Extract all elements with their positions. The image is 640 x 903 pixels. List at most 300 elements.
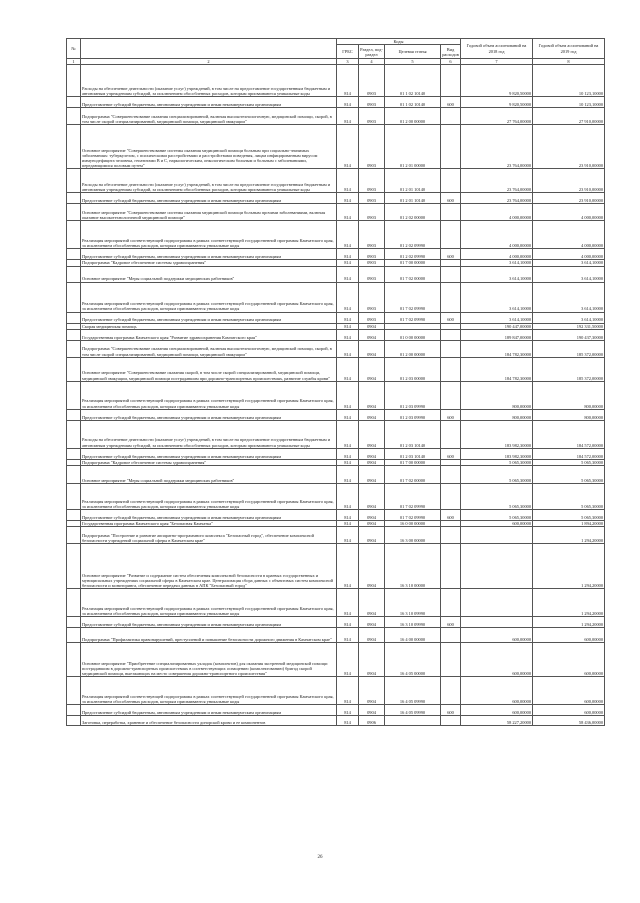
vid-cell: 600 [441, 312, 461, 323]
table-row [67, 484, 605, 510]
row-name: Реализация мероприятий соответствующей подпрограммы в рамках соответствующей государственной программы Камчатского края, за исключением обособленных расходов, которым присваиваются уникальные коды [81, 484, 337, 510]
amount-2019-cell: 23 910,00000 [533, 193, 605, 204]
razdel-cell: 0904 [359, 484, 385, 510]
vid-cell [441, 65, 461, 97]
col-grbs-header: ГРБС [337, 45, 359, 59]
table-row [67, 329, 605, 340]
vid-cell [441, 266, 461, 282]
col-razdel-header: Раздел, под- раздел [360, 46, 383, 57]
grbs-cell: 814 [337, 617, 359, 628]
amount-2018-cell: 600,00000 [461, 521, 533, 527]
amount-2019-cell: 1 294,20000 [533, 617, 605, 628]
amount-2018-cell: 3 614,10000 [461, 282, 533, 312]
grbs-cell: 814 [337, 323, 359, 329]
amount-2019-cell: 184 572,00000 [533, 420, 605, 448]
razdel-cell: 0903 [359, 125, 385, 169]
amount-2018-cell: 3 614,10000 [461, 266, 533, 282]
row-name: Предоставление субсидий бюджетным, автономным учреждениям и иным некоммерческим организациям [81, 193, 337, 204]
row-name: Основное мероприятие "Меры социальной поддержки медицинских работников" [81, 266, 337, 282]
table-row [67, 340, 605, 357]
amount-2019-cell: 600,00000 [533, 677, 605, 705]
num-cell [67, 677, 81, 705]
amount-2019-cell: 190 437,30000 [533, 329, 605, 340]
grbs-cell: 814 [337, 628, 359, 643]
grbs-cell: 814 [337, 125, 359, 169]
col-target-header: Целевая статья [385, 45, 441, 59]
amount-2019-cell: 5 065,30000 [533, 466, 605, 484]
amount-2019-cell: 4 000,00000 [533, 204, 605, 221]
row-name: Предоставление субсидий бюджетным, автономным учреждениям и иным некоммерческим организациям [81, 409, 337, 420]
target-cell: 16 0 00 00000 [385, 521, 441, 527]
grbs-cell: 814 [337, 97, 359, 108]
amount-2018-cell [461, 589, 533, 617]
amount-2019-cell: 58 436,00000 [533, 716, 605, 726]
razdel-cell: 0903 [359, 260, 385, 266]
row-name: Предоставление субсидий бюджетным, автономным учреждениям и иным некоммерческим организациям [81, 617, 337, 628]
amount-2018-cell: 3 614,10000 [461, 260, 533, 266]
vid-cell [441, 282, 461, 312]
table-row [67, 249, 605, 260]
amount-2019-cell: 600,00000 [533, 643, 605, 677]
vid-cell: 600 [441, 193, 461, 204]
num-cell [67, 617, 81, 628]
row-name: Подпрограмма "Построение и развитие аппаратно-программного комплекса "Безопасный город", обеспечение комплексной безопасности учреждений социальной сферы в Камчатском крае" [81, 527, 337, 544]
table-row [67, 510, 605, 521]
col-index: 8 [533, 59, 605, 65]
row-name: Основное мероприятие "Совершенствование оказания скорой, в том числе скорой специализированной, медицинской помощи, медицинской эвакуации, медицинской помощи пострадавшим при дорожно-транспортных происшествиях, развитие службы крови" [81, 357, 337, 381]
amount-2019-cell: 192 331,50000 [533, 323, 605, 329]
vid-cell [441, 677, 461, 705]
vid-cell [441, 340, 461, 357]
table-row [67, 705, 605, 716]
table-row [67, 204, 605, 221]
col-name-header [81, 39, 337, 59]
amount-2018-cell: 23 764,00000 [461, 125, 533, 169]
row-name: Расходы на обеспечение деятельности (оказание услуг) учреждений, в том числе на предоставление государственным бюджетным и автономным учреждениям субсидий, за исключением обособленных расходов, которым присваиваются уникальные коды [81, 65, 337, 97]
razdel-cell: 0904 [359, 459, 385, 465]
razdel-cell: 0904 [359, 409, 385, 420]
razdel-cell: 0904 [359, 544, 385, 589]
row-name: Предоставление субсидий бюджетным, автономным учреждениям и иным некоммерческим организациям [81, 312, 337, 323]
row-name: Реализация мероприятий соответствующей подпрограммы в рамках соответствующей государственной программы Камчатского края, за исключением обособленных расходов, которым присваиваются уникальные коды [81, 221, 337, 249]
num-cell [67, 204, 81, 221]
amount-2018-cell: 600,00000 [461, 705, 533, 716]
vid-cell: 600 [441, 705, 461, 716]
codes-header: Коды [337, 39, 461, 45]
grbs-cell: 814 [337, 260, 359, 266]
num-cell [67, 357, 81, 381]
amount-2018-cell: 600,00000 [461, 628, 533, 643]
row-name: Реализация мероприятий соответствующей подпрограммы в рамках соответствующей государственной программы Камчатского края, за исключением обособленных расходов, которым присваиваются уникальные коды [81, 589, 337, 617]
razdel-cell: 0906 [359, 716, 385, 726]
table-row [67, 716, 605, 726]
target-cell: 01 2 03 09990 [385, 409, 441, 420]
amount-2018-cell [461, 617, 533, 628]
razdel-cell: 0904 [359, 589, 385, 617]
num-cell [67, 329, 81, 340]
grbs-cell: 814 [337, 108, 359, 125]
amount-2018-cell: 5 065,30000 [461, 459, 533, 465]
vid-cell [441, 329, 461, 340]
row-name: Основное мероприятие "Совершенствование системы оказания медицинской помощи больным при социально-значимых заболеваниях: туберкулезом, с психическими расстройствами и расстройствами поведения, лицам инфицированным вирусом иммунодефицита человека, гепатитами В и С, наркологическим, онкологическим больным и больным с заболеваниями, передающимися половым путем" [81, 125, 337, 169]
razdel-cell: 0904 [359, 340, 385, 357]
amount-2018-cell: 600,00000 [461, 677, 533, 705]
vid-cell: 600 [441, 510, 461, 521]
num-cell [67, 544, 81, 589]
grbs-cell: 814 [337, 409, 359, 420]
razdel-cell: 0903 [359, 221, 385, 249]
row-name: Основное мероприятие "Совершенствование системы оказания медицинской помощи больным прочими заболеваниями, включая оказание высокотехнологичной медицинской помощи" [81, 204, 337, 221]
target-cell: 01 2 01 00000 [385, 125, 441, 169]
table-row [67, 466, 605, 484]
num-cell [67, 448, 81, 459]
amount-2018-cell [461, 527, 533, 544]
row-name: Расходы на обеспечение деятельности (оказание услуг) учреждений, в том числе на предоставление государственным бюджетным и автономным учреждениям субсидий, за исключением обособленных расходов, которым присваиваются уникальные коды [81, 420, 337, 448]
amount-2018-cell: 189 847,00000 [461, 329, 533, 340]
budget-table [66, 38, 605, 726]
table-row [67, 448, 605, 459]
grbs-cell: 814 [337, 381, 359, 409]
vid-cell [441, 527, 461, 544]
razdel-cell: 0904 [359, 527, 385, 544]
row-name: Предоставление субсидий бюджетным, автономным учреждениям и иным некоммерческим организациям [81, 448, 337, 459]
razdel-cell: 0903 [359, 282, 385, 312]
table-row [67, 193, 605, 204]
vid-cell [441, 484, 461, 510]
target-cell: 01 7 02 09990 [385, 282, 441, 312]
amount-2019-cell: 4 000,00000 [533, 221, 605, 249]
grbs-cell: 814 [337, 193, 359, 204]
grbs-cell: 814 [337, 459, 359, 465]
num-cell [67, 125, 81, 169]
table-row [67, 589, 605, 617]
target-cell: 16 4 05 09990 [385, 705, 441, 716]
table-body [67, 65, 605, 726]
target-cell: 01 2 03 00000 [385, 357, 441, 381]
table-row [67, 108, 605, 125]
target-cell: 01 7 00 00000 [385, 260, 441, 266]
target-cell: 01 1 02 10140 [385, 97, 441, 108]
num-cell [67, 249, 81, 260]
target-cell: 01 2 02 09990 [385, 221, 441, 249]
amount-2018-cell: 183 982,30000 [461, 420, 533, 448]
vid-cell: 600 [441, 409, 461, 420]
amount-2018-cell: 4 000,00000 [461, 221, 533, 249]
razdel-cell: 0903 [359, 312, 385, 323]
razdel-cell: 0904 [359, 381, 385, 409]
amount-2018-cell: 184 782,30000 [461, 357, 533, 381]
amount-2019-cell: 3 614,10000 [533, 266, 605, 282]
razdel-cell: 0904 [359, 521, 385, 527]
vid-cell [441, 716, 461, 726]
razdel-cell: 0903 [359, 97, 385, 108]
amount-2019-cell: 800,00000 [533, 381, 605, 409]
table-row [67, 628, 605, 643]
table-row [67, 617, 605, 628]
table-row [67, 544, 605, 589]
page-number: 26 [317, 855, 323, 860]
target-cell: 01 2 03 09990 [385, 381, 441, 409]
amount-2018-cell: 184 782,30000 [461, 340, 533, 357]
vid-cell [441, 643, 461, 677]
col-index: 4 [359, 59, 385, 65]
vid-cell [441, 628, 461, 643]
num-cell [67, 221, 81, 249]
num-cell [67, 340, 81, 357]
grbs-cell: 814 [337, 677, 359, 705]
amount-2018-cell: 183 982,30000 [461, 448, 533, 459]
table-row [67, 357, 605, 381]
amount-2019-cell: 23 910,00000 [533, 125, 605, 169]
table-row [67, 643, 605, 677]
vid-cell: 600 [441, 448, 461, 459]
num-cell [67, 381, 81, 409]
target-cell: 01 7 02 00000 [385, 466, 441, 484]
vid-cell: 600 [441, 97, 461, 108]
amount-2018-cell: 5 065,30000 [461, 466, 533, 484]
amount-2019-cell: 800,00000 [533, 409, 605, 420]
grbs-cell: 814 [337, 329, 359, 340]
razdel-cell: 0903 [359, 204, 385, 221]
col-index: 5 [385, 59, 441, 65]
col-2018-header: Годовой объем ассигнований на 2018 год [461, 39, 533, 59]
amount-2019-cell: 3 614,10000 [533, 282, 605, 312]
target-cell: 01 7 02 00000 [385, 266, 441, 282]
grbs-cell: 814 [337, 527, 359, 544]
vid-cell [441, 544, 461, 589]
table-row [67, 65, 605, 97]
num-cell [67, 312, 81, 323]
num-cell [67, 527, 81, 544]
grbs-cell: 814 [337, 544, 359, 589]
num-cell [67, 193, 81, 204]
grbs-cell: 814 [337, 466, 359, 484]
row-name: Расходы на обеспечение деятельности (оказание услуг) учреждений, в том числе на предоставление государственным бюджетным и автономным учреждениям субсидий, за исключением обособленных расходов, которым присваиваются уникальные коды [81, 169, 337, 193]
row-name: Реализация мероприятий соответствующей подпрограммы в рамках соответствующей государственной программы Камчатского края, за исключением обособленных расходов, которым присваиваются уникальные коды [81, 677, 337, 705]
target-cell: 16 4 00 00000 [385, 628, 441, 643]
amount-2019-cell: 3 614,10000 [533, 312, 605, 323]
amount-2019-cell: 184 572,00000 [533, 448, 605, 459]
target-cell: 01 7 00 00000 [385, 459, 441, 465]
vid-cell [441, 221, 461, 249]
row-name: Основное мероприятие "Меры социальной поддержки медицинских работников" [81, 466, 337, 484]
amount-2018-cell: 5 065,30000 [461, 510, 533, 521]
col-2019-header: Годовой объем ассигнований на 2019 год [533, 39, 605, 59]
amount-2019-cell: 23 910,00000 [533, 169, 605, 193]
razdel-cell: 0903 [359, 249, 385, 260]
col-vid-header: Вид расходов [442, 46, 459, 57]
grbs-cell: 814 [337, 357, 359, 381]
razdel-cell: 0904 [359, 643, 385, 677]
razdel-cell: 0904 [359, 510, 385, 521]
row-name: Государственная программа Камчатского края "Безопасная Камчатка" [81, 521, 337, 527]
target-cell: 01 2 02 09990 [385, 249, 441, 260]
amount-2019-cell: 5 065,30000 [533, 484, 605, 510]
amount-2018-cell: 58 227,20000 [461, 716, 533, 726]
grbs-cell: 814 [337, 312, 359, 323]
target-cell: 16 3 10 00000 [385, 544, 441, 589]
table-row [67, 266, 605, 282]
razdel-cell: 0904 [359, 628, 385, 643]
razdel-cell: 0904 [359, 323, 385, 329]
amount-2018-cell: 23 764,00000 [461, 193, 533, 204]
razdel-cell: 0903 [359, 169, 385, 193]
table-row [67, 221, 605, 249]
amount-2018-cell: 9 820,50000 [461, 65, 533, 97]
amount-2019-cell: 600,00000 [533, 628, 605, 643]
amount-2019-cell: 1 294,20000 [533, 589, 605, 617]
target-cell: 01 7 02 09990 [385, 312, 441, 323]
row-name: Основное мероприятие "Приобретение специализированных укладок (комплектов) для оказания экстренной медицинской помощи пострадавшим в дорожно-транспортных происшествиях в соответствующих оснащению (комплектованию) бригад скорой медицинской помощи, выезжающих на место совершения дорожно-транспортного происшествия" [81, 643, 337, 677]
amount-2019-cell: 600,00000 [533, 705, 605, 716]
vid-cell: 600 [441, 617, 461, 628]
num-cell [67, 628, 81, 643]
grbs-cell: 814 [337, 221, 359, 249]
amount-2019-cell: 1 294,20000 [533, 544, 605, 589]
row-name: Подпрограмма "Кадровое обеспечение системы здравоохранения" [81, 260, 337, 266]
num-cell [67, 705, 81, 716]
num-cell [67, 97, 81, 108]
amount-2019-cell: 185 372,00000 [533, 357, 605, 381]
row-name: Подпрограмма "Совершенствование оказания специализированной, включая высокотехнологичную, медицинской помощи, скорой, в том числе скорой специализированной, медицинской помощи, медицинской эвакуации" [81, 340, 337, 357]
amount-2018-cell: 23 764,00000 [461, 169, 533, 193]
num-cell [67, 282, 81, 312]
col-index: 7 [461, 59, 533, 65]
grbs-cell: 814 [337, 65, 359, 97]
num-cell [67, 466, 81, 484]
num-cell [67, 108, 81, 125]
row-name: Подпрограмма "Кадровое обеспечение системы здравоохранения" [81, 459, 337, 465]
table-row [67, 409, 605, 420]
grbs-cell: 814 [337, 705, 359, 716]
num-cell [67, 589, 81, 617]
row-name: Предоставление субсидий бюджетным, автономным учреждениям и иным некоммерческим организациям [81, 97, 337, 108]
razdel-cell: 0903 [359, 266, 385, 282]
grbs-cell: 814 [337, 510, 359, 521]
amount-2019-cell: 1 894,20000 [533, 521, 605, 527]
num-cell [67, 266, 81, 282]
row-name: Реализация мероприятий соответствующей подпрограммы в рамках соответствующей государственной программы Камчатского края, за исключением обособленных расходов, которым присваиваются уникальные коды [81, 282, 337, 312]
amount-2019-cell: 27 910,00000 [533, 108, 605, 125]
target-cell [385, 716, 441, 726]
table-row [67, 169, 605, 193]
row-name: Предоставление субсидий бюджетным, автономным учреждениям и иным некоммерческим организациям [81, 249, 337, 260]
row-name: Заготовка, переработка, хранение и обеспечение безопасности донорской крови и ее компонентов [81, 716, 337, 726]
grbs-cell: 814 [337, 282, 359, 312]
table-row [67, 125, 605, 169]
amount-2019-cell: 3 614,10000 [533, 260, 605, 266]
grbs-cell: 814 [337, 340, 359, 357]
row-name: Скорая медицинская помощь [81, 323, 337, 329]
razdel-cell: 0903 [359, 193, 385, 204]
target-cell: 16 3 00 00000 [385, 527, 441, 544]
vid-cell [441, 420, 461, 448]
vid-cell [441, 204, 461, 221]
row-name: Реализация мероприятий соответствующей подпрограммы в рамках соответствующей государственной программы Камчатского края, за исключением обособленных расходов, которым присваиваются уникальные коды [81, 381, 337, 409]
vid-cell [441, 125, 461, 169]
amount-2018-cell: 190 447,00000 [461, 323, 533, 329]
num-cell [67, 169, 81, 193]
document-page [66, 38, 604, 726]
num-cell [67, 510, 81, 521]
vid-cell [441, 108, 461, 125]
razdel-cell: 0904 [359, 357, 385, 381]
num-cell [67, 484, 81, 510]
razdel-cell: 0904 [359, 329, 385, 340]
target-cell: 16 3 10 09990 [385, 617, 441, 628]
grbs-cell: 814 [337, 643, 359, 677]
amount-2018-cell: 4 000,00000 [461, 204, 533, 221]
razdel-cell: 0904 [359, 466, 385, 484]
target-cell: 01 2 03 10140 [385, 420, 441, 448]
row-name: Предоставление субсидий бюджетным, автономным учреждениям и иным некоммерческим организациям [81, 510, 337, 521]
col-num-header: № [67, 39, 81, 59]
target-cell: 16 4 05 00000 [385, 643, 441, 677]
target-cell: 01 2 01 10140 [385, 169, 441, 193]
amount-2019-cell: 4 000,00000 [533, 249, 605, 260]
num-cell [67, 643, 81, 677]
vid-cell [441, 466, 461, 484]
table-row [67, 312, 605, 323]
razdel-cell: 0904 [359, 420, 385, 448]
grbs-cell: 814 [337, 484, 359, 510]
row-name: Основное мероприятие "Развитие и содержание систем обеспечения комплексной безопасности в краевых государственных и муниципальных учреждениях социальной сферы в Камчатском крае. Централизация сбора данных с объектовых систем комплексной безопасности и мониторинга, обеспечение передачи данных в АПК "Безопасный город" [81, 544, 337, 589]
amount-2018-cell: 600,00000 [461, 643, 533, 677]
row-name: Подпрограмма "Совершенствование оказания специализированной, включая высокотехнологичную, медицинской помощи, скорой, в том числе скорой специализированной, медицинской помощи, медицинской эвакуации" [81, 108, 337, 125]
target-cell: 01 2 00 00000 [385, 108, 441, 125]
grbs-cell: 814 [337, 448, 359, 459]
amount-2019-cell: 10 123,10000 [533, 65, 605, 97]
vid-cell [441, 381, 461, 409]
target-cell: 01 2 03 10140 [385, 448, 441, 459]
amount-2018-cell: 9 820,50000 [461, 97, 533, 108]
amount-2018-cell: 800,00000 [461, 381, 533, 409]
grbs-cell: 814 [337, 716, 359, 726]
target-cell: 01 2 01 10140 [385, 193, 441, 204]
amount-2018-cell: 27 764,00000 [461, 108, 533, 125]
vid-cell [441, 357, 461, 381]
grbs-cell: 814 [337, 420, 359, 448]
grbs-cell: 814 [337, 589, 359, 617]
amount-2019-cell: 1 294,20000 [533, 527, 605, 544]
grbs-cell: 814 [337, 266, 359, 282]
table-row [67, 381, 605, 409]
amount-2019-cell: 10 123,10000 [533, 97, 605, 108]
target-cell: 01 0 00 00000 [385, 329, 441, 340]
amount-2019-cell: 185 372,00000 [533, 340, 605, 357]
vid-cell [441, 589, 461, 617]
razdel-cell: 0904 [359, 705, 385, 716]
num-cell [67, 716, 81, 726]
razdel-cell: 0903 [359, 65, 385, 97]
col-index: 3 [337, 59, 359, 65]
target-cell: 01 7 02 09990 [385, 484, 441, 510]
table-row [67, 677, 605, 705]
amount-2018-cell [461, 544, 533, 589]
col-index: 1 [67, 59, 81, 65]
row-name: Подпрограмма "Профилактика правонарушений, преступлений и повышение безопасности дорожного движения в Камчатском крае" [81, 628, 337, 643]
razdel-cell: 0904 [359, 677, 385, 705]
target-cell: 01 2 00 00000 [385, 340, 441, 357]
target-cell: 01 7 02 09990 [385, 510, 441, 521]
amount-2018-cell: 800,00000 [461, 409, 533, 420]
target-cell: 01 1 02 10140 [385, 65, 441, 97]
row-name: Предоставление субсидий бюджетным, автономным учреждениям и иным некоммерческим организациям [81, 705, 337, 716]
col-index: 6 [441, 59, 461, 65]
table-row [67, 97, 605, 108]
vid-cell: 600 [441, 249, 461, 260]
col-index: 2 [81, 59, 337, 65]
